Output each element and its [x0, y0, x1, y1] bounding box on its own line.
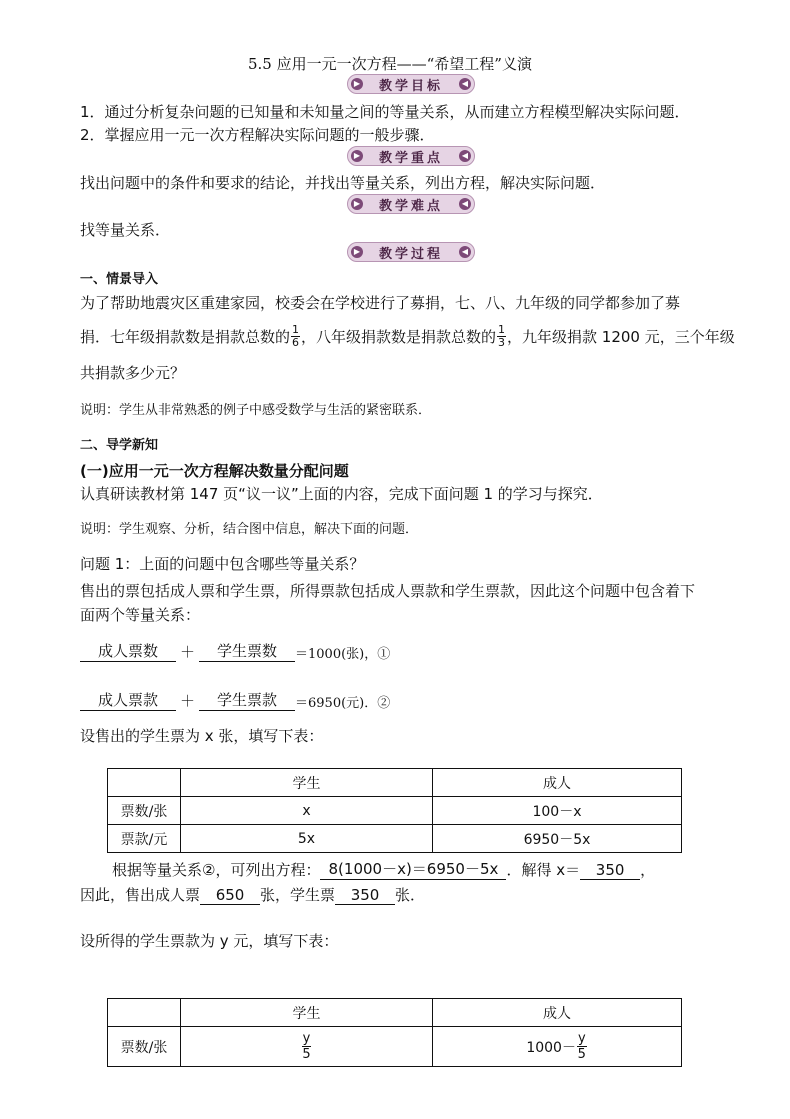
- table-cell: x: [181, 797, 433, 825]
- fraction-y-over-5: [302, 1031, 312, 1062]
- plus-sign: ＋: [180, 643, 196, 661]
- equation-2: [80, 689, 390, 711]
- banner-objectives: [347, 74, 475, 94]
- objective-1: 1．通过分析复杂问题的已知量和未知量之间的等量关系，从而建立方程模型解决实际问题．: [80, 103, 690, 121]
- table-row-label: 票数/张: [108, 797, 181, 825]
- frac-den: 5: [577, 1047, 586, 1062]
- fraction-y-over-5: [577, 1031, 587, 1062]
- blank-adult-count: 成人票数: [80, 640, 176, 662]
- page-title: 5.5 应用一元一次方程——“希望工程”义演: [248, 55, 532, 73]
- table-header: 成人: [433, 769, 682, 797]
- arrow-left-icon: ◀: [459, 246, 471, 258]
- table-row: [108, 825, 682, 853]
- solve-text-e: 张，学生票: [260, 886, 336, 904]
- key-points-text: 找出问题中的条件和要求的结论，并找出等量关系，列出方程，解决实际问题．: [80, 174, 606, 192]
- blank-adult-tickets: 650: [200, 886, 260, 905]
- banner-label: 教学难点: [378, 198, 443, 214]
- fraction-one-sixth: [291, 324, 300, 349]
- banner-label: 教学重点: [378, 150, 443, 166]
- table-cell: [433, 1027, 682, 1067]
- plus-sign: ＋: [180, 692, 196, 710]
- banner-process: [347, 242, 475, 262]
- adult-prefix: 1000－: [526, 1039, 576, 1056]
- objective-2: 2．掌握应用一元一次方程解决实际问题的一般步骤．: [80, 126, 435, 144]
- arrow-left-icon: ◀: [459, 150, 471, 162]
- blank-equation: 8(1000－x)＝6950－5x: [320, 858, 506, 880]
- arrow-left-icon: ◀: [459, 198, 471, 210]
- solve-line-1: [112, 858, 655, 880]
- banner-key-points: [347, 146, 475, 166]
- banner-label: 教学过程: [378, 246, 443, 262]
- table-1-intro: 设售出的学生票为 x 张，填写下表：: [80, 727, 324, 745]
- table-cell: [108, 769, 181, 797]
- frac-den: 5: [302, 1047, 311, 1062]
- table-2-intro: 设所得的学生票款为 y 元，填写下表：: [80, 932, 339, 950]
- arrow-right-icon: ▶: [351, 246, 363, 258]
- table-row: [108, 797, 682, 825]
- note-2: 说明：学生观察、分析，结合图中信息，解决下面的问题．: [80, 522, 419, 537]
- table-cell: [108, 999, 181, 1027]
- blank-adult-amount: 成人票款: [80, 689, 176, 711]
- frac-num: y: [302, 1031, 311, 1046]
- answer-line-1: 售出的票包括成人票和学生票，所得票款包括成人票款和学生票款，因此这个问题中包含着下: [80, 582, 696, 600]
- intro-text-b: ，八年级捐款数是捐款总数的: [301, 328, 497, 346]
- difficulties-text: 找等量关系．: [80, 221, 171, 239]
- frac-den: 3: [498, 336, 506, 349]
- blank-student-tickets: 350: [335, 886, 395, 905]
- fraction-one-third: [497, 324, 506, 349]
- note-1: 说明：学生从非常熟悉的例子中感受数学与生活的紧密联系．: [80, 403, 432, 418]
- table-row: [108, 999, 682, 1027]
- intro-line-2: [80, 324, 735, 349]
- intro-text-a: 捐．七年级捐款数是捐款总数的: [80, 328, 291, 346]
- intro-line-3: 共捐款多少元？: [80, 364, 186, 382]
- table-cell: 6950－5x: [433, 825, 682, 853]
- table-header: 学生: [181, 999, 433, 1027]
- equation-rest: ＝6950(元)．②: [295, 696, 391, 711]
- adult-expression: [526, 1031, 587, 1062]
- blank-student-count: 学生票数: [199, 640, 295, 662]
- table-cell: 100－x: [433, 797, 682, 825]
- answer-line-2: 面两个等量关系：: [80, 606, 201, 624]
- blank-x-value: 350: [580, 861, 640, 880]
- blank-student-amount: 学生票款: [199, 689, 295, 711]
- intro-text-c: ，九年级捐款 1200 元，三个年级: [507, 328, 735, 346]
- equation-1: [80, 640, 390, 662]
- table-2: [107, 998, 682, 1067]
- solve-text-d: 因此，售出成人票: [80, 886, 201, 904]
- table-cell: 5x: [181, 825, 433, 853]
- table-cell: [181, 1027, 433, 1067]
- frac-den: 6: [292, 336, 300, 349]
- subheading: (一)应用一元一次方程解决数量分配问题: [80, 462, 349, 480]
- section-heading-intro: 一、情景导入: [80, 272, 159, 287]
- solve-text-c: ，: [640, 861, 656, 879]
- arrow-right-icon: ▶: [351, 198, 363, 210]
- table-1: [107, 768, 682, 853]
- arrow-right-icon: ▶: [351, 150, 363, 162]
- table-row: [108, 769, 682, 797]
- frac-num: 1: [498, 323, 506, 336]
- table-header: 成人: [433, 999, 682, 1027]
- arrow-left-icon: ◀: [459, 78, 471, 90]
- instruction: 认真研读教材第 147 页“议一议”上面的内容，完成下面问题 1 的学习与探究．: [80, 485, 603, 503]
- equation-rest: ＝1000(张)，①: [295, 647, 391, 662]
- solve-text-b: ．解得 x＝: [506, 861, 581, 879]
- table-row-label: 票款/元: [108, 825, 181, 853]
- table-row: [108, 1027, 682, 1067]
- section-heading-new: 二、导学新知: [80, 438, 159, 453]
- solve-text-a: 根据等量关系②，可列出方程：: [112, 861, 321, 879]
- arrow-right-icon: ▶: [351, 78, 363, 90]
- table-header: 学生: [181, 769, 433, 797]
- question-1: 问题 1：上面的问题中包含哪些等量关系？: [80, 555, 365, 573]
- banner-label: 教学目标: [378, 78, 443, 94]
- banner-difficulties: [347, 194, 475, 214]
- frac-num: 1: [292, 323, 300, 336]
- solve-line-2: [80, 884, 425, 905]
- table-row-label: 票数/张: [108, 1027, 181, 1067]
- intro-line-1: 为了帮助地震灾区重建家园，校委会在学校进行了募捐，七、八、九年级的同学都参加了募: [80, 294, 681, 312]
- frac-num: y: [577, 1031, 586, 1046]
- solve-text-f: 张．: [395, 886, 426, 904]
